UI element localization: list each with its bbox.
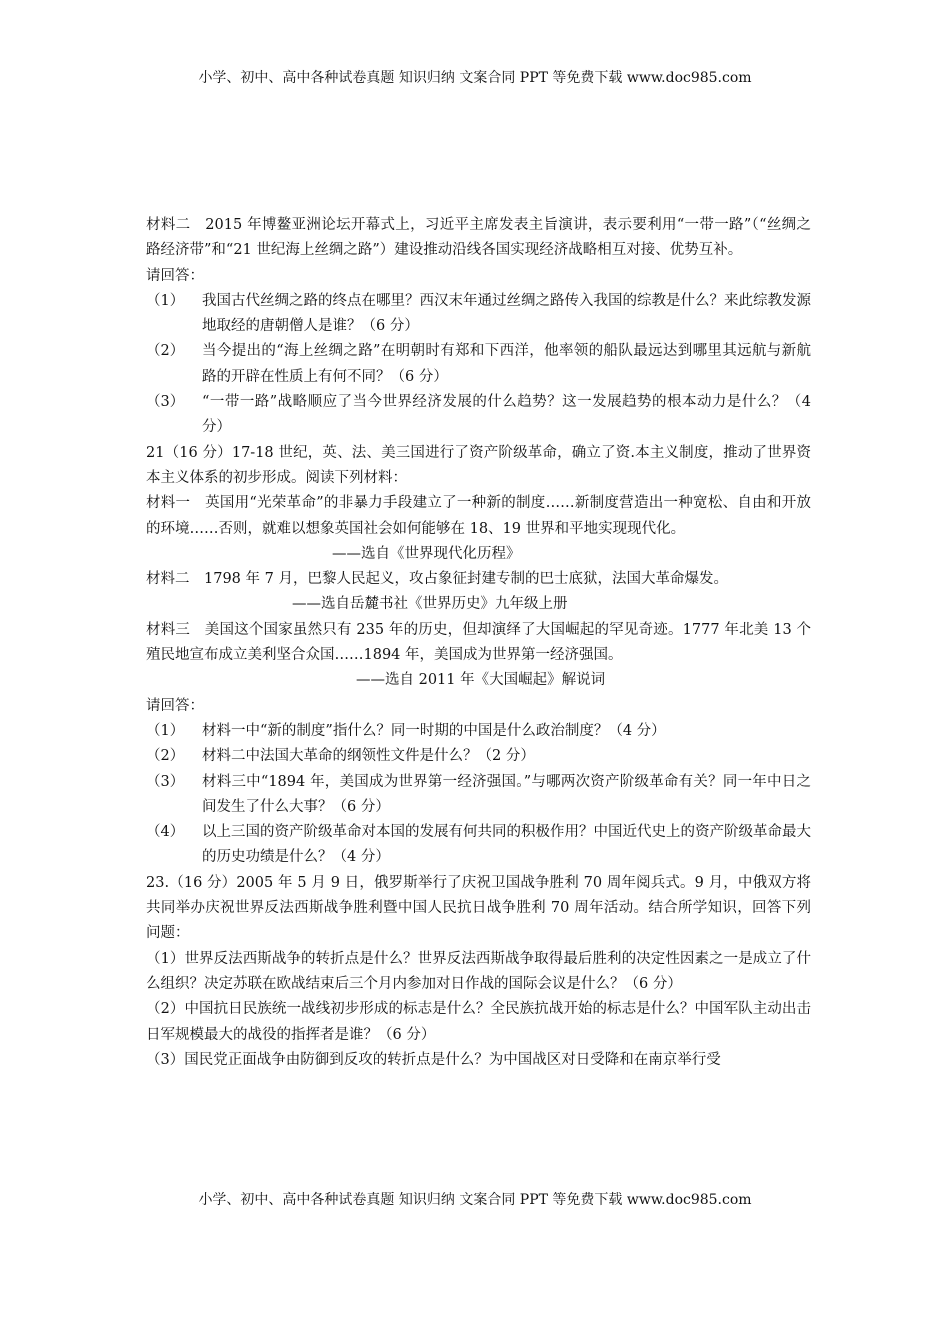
q21-source-2: ——选自岳麓书社《世界历史》九年级上册 <box>292 596 568 613</box>
q21-item-4 <box>146 820 811 871</box>
q21-source-3: ——选自 2011 年《大国崛起》解说词 <box>356 672 606 689</box>
q20-item-1-text: 我国古代丝绸之路的终点在哪里？西汉末年通过丝绸之路传入我国的综教是什么？来此综教发源地取经的唐朝僧人是谁？（6 分） <box>202 292 811 335</box>
q20-item-1-num: （1） <box>146 292 185 309</box>
q23-item-3: （3）国民党正面战争由防御到反攻的转折点是什么？为中国战区对日受降和在南京举行受 <box>146 1051 721 1068</box>
page-header: 小学、初中、高中各种试卷真题 知识归纳 文案合同 PPT 等免费下载 www.doc985.com <box>198 70 752 86</box>
q21-item-2-num: （2） <box>146 748 185 765</box>
q21-source-1: ——选自《世界现代化历程》 <box>332 545 521 562</box>
q21-intro: 21（16 分）17-18 世纪，英、法、美三国进行了资产阶级革命，确立了资.本主义制度，推动了世界资本主义体系的初步形成。阅读下列材料： <box>146 444 811 486</box>
q20-item-3-text: “一带一路”战略顺应了当今世界经济发展的什么趋势？这一发展趋势的根本动力是什么？（4 分） <box>202 394 811 436</box>
q20-item-2 <box>146 339 811 390</box>
q21-material-2: 材料二 1798 年 7 月，巴黎人民起义，攻占象征封建专制的巴士底狱，法国大革命爆发。 <box>146 571 728 588</box>
q21-material-1: 材料一 英国用“光荣革命”的非暴力手段建立了一种新的制度……新制度营造出一种宽松、自由和开放的环境……否则，就难以想象英国社会如何能够在 18、19 世界和平地实现现代化。 <box>146 495 811 537</box>
page-footer: 小学、初中、高中各种试卷真题 知识归纳 文案合同 PPT 等免费下载 www.doc985.com <box>198 1192 752 1208</box>
q21-item-4-text: 以上三国的资产阶级革命对本国的发展有何共同的积极作用？中国近代史上的资产阶级革命最大的历史功绩是什么？（4 分） <box>202 824 811 866</box>
q20-item-3-num: （3） <box>146 394 185 411</box>
q21-item-3-text: 材料三中“1894 年，美国成为世界第一经济强国。”与哪两次资产阶级革命有关？同一年中日之间发生了什么大事？（6 分） <box>202 773 811 815</box>
q21-item-2-text: 材料二中法国大革命的纲领性文件是什么？（2 分） <box>202 748 535 765</box>
q23-intro: 23.（16 分）2005 年 5 月 9 日，俄罗斯举行了庆祝卫国战争胜利 70 周年阅兵式。9 月，中俄双方将共同举办庆祝世界反法西斯战争胜利暨中国人民抗日战争胜利 70 周年活动。结合所学知识，回答下列问题： <box>146 874 811 942</box>
document-body <box>146 213 811 1073</box>
q21-item-4-num: （4） <box>146 824 185 841</box>
q21-prompt: 请回答： <box>146 697 204 714</box>
q21-item-3-num: （3） <box>146 773 185 790</box>
q21-item-1-text: 材料一中“新的制度”指什么？同一时期的中国是什么政治制度？（4 分） <box>202 722 666 739</box>
q20-prompt: 请回答： <box>146 267 204 284</box>
q21-item-2 <box>146 744 811 769</box>
q21-material-3: 材料三 美国这个国家虽然只有 235 年的历史，但却演绎了大国崛起的罕见奇迹。1777 年北美 13 个殖民地宣布成立美利坚合众国……1894 年，美国成为世界第一经济强国。 <box>146 621 811 664</box>
q20-material-2: 材料二 2015 年博鳌亚洲论坛开幕式上，习近平主席发表主旨演讲，表示要利用“一带一路”（“丝绸之路经济带”和“21 世纪海上丝绸之路”）建设推动沿线各国实现经济战略相互对接、优势互补。 <box>146 217 811 259</box>
q20-item-2-num: （2） <box>146 343 185 360</box>
q23-item-2: （2）中国抗日民族统一战线初步形成的标志是什么？全民族抗战开始的标志是什么？中国军队主动出击日军规模最大的战役的指挥者是谁？（6 分） <box>146 1001 811 1043</box>
q20-item-1 <box>146 289 811 340</box>
q20-item-2-text: 当今提出的“海上丝绸之路”在明朝时有郑和下西洋，他率领的船队最远达到哪里其远航与新航路的开辟在性质上有何不同？（6 分） <box>202 343 811 385</box>
q21-item-1-num: （1） <box>146 722 185 739</box>
q20-item-3 <box>146 390 811 441</box>
q21-item-3 <box>146 770 811 821</box>
q21-item-1 <box>146 719 811 744</box>
q23-item-1: （1）世界反法西斯战争的转折点是什么？世界反法西斯战争取得最后胜利的决定性因素之一是成立了什么组织？决定苏联在欧战结束后三个月内参加对日作战的国际会议是什么？（6 分） <box>146 950 811 992</box>
